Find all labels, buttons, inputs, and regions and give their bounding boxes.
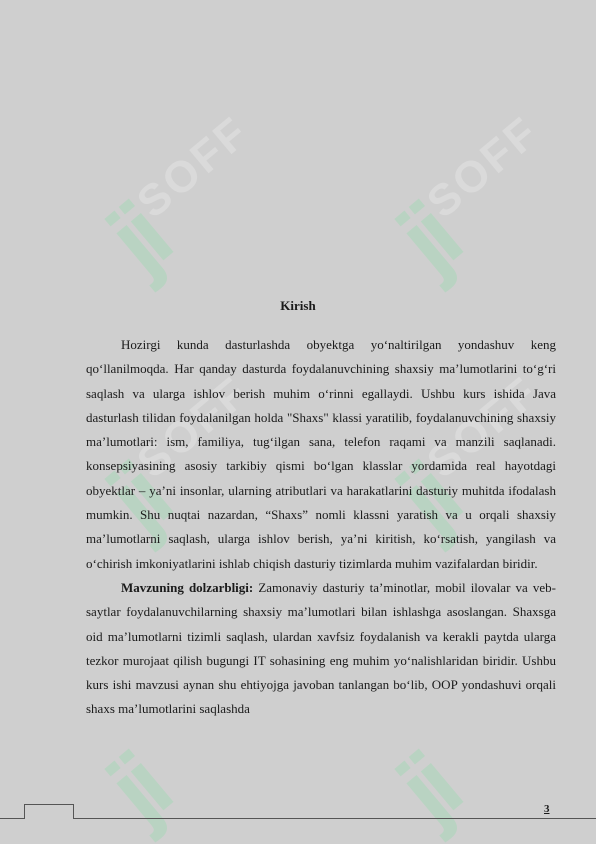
watermark-logo: ji [88,446,187,553]
footer-rule [0,818,596,819]
watermark-logo: ji [378,736,477,843]
watermark-logo: ji [88,186,187,293]
footer-tab [24,804,74,819]
watermark-brand: SOFF [418,106,549,228]
watermark-logo: ji [378,186,477,293]
paragraph-intro: Hozirgi kunda dasturlashda obyektga yo‘naltirilgan yondashuv keng qo‘llanilmoqda. Har qanday dasturda foydalanuvchining shaxsiy ma’lumotlarini to‘g‘ri saqlash va ularga ishlov berish muhim o‘rinni egallaydi. Ushbu kurs ishida Java dasturlash tilidan foydalanilgan holda "Shaxs" klassi yaratilib, foydalanuvchining shaxsiy ma’lumotlari: ism, familiya, tug‘ilgan sana, telefon raqami va manzili saqlanadi. konsepsiyasining asosiy tarkibiy qismi bo‘lgan klasslar yordamida real hayotdagi obyektlar – ya’ni insonlar, ularning atributlari va harakatlarini dasturiy muhitda ifodalash mumkin. Shu nuqtai nazardan, “Shaxs” nomli klassni yaratish va u orqali shaxsiy ma’lumotlarni saqlash, ularga ishlov berish, ya’ni kiritish, ko‘rsatish, yangilash va o‘chirish imkoniyatlarini ishlab chiqish dasturiy tizimlarda muhim vazifalardan biridir. [86,337,556,571]
document-body [86,333,556,722]
watermark-logo: ji [88,736,187,843]
page-number: 3 [544,803,550,815]
watermark-logo: ji [378,446,477,553]
watermark-brand: SOFF [418,366,549,488]
paragraph-relevance [86,576,556,722]
watermark-brand: SOFF [128,366,259,488]
page-title: Kirish [280,298,316,313]
paragraph-text: Zamonaviy dasturiy ta’minotlar, mobil ilovalar va veb-saytlar foydalanuvchilarning shaxsiy ma’lumotlari bilan ishlashga asoslangan. Shaxsga oid ma’lumotlarni tizimli saqlash, ulardan xavfsiz foydalanish va kerakli paytda ularga tezkor murojaat qilish bugungi IT sohasining eng muhim yo‘nalishlaridan biridir. Ushbu kurs ishi mavzusi aynan shu ehtiyojga javoban tanlangan bo‘lib, OOP yondashuvi orqali shaxs ma’lumotlarini saqlashda [86,579,556,717]
paragraph-lead: Mavzuning dolzarbligi: [121,579,254,595]
watermark-brand: SOFF [128,106,259,228]
